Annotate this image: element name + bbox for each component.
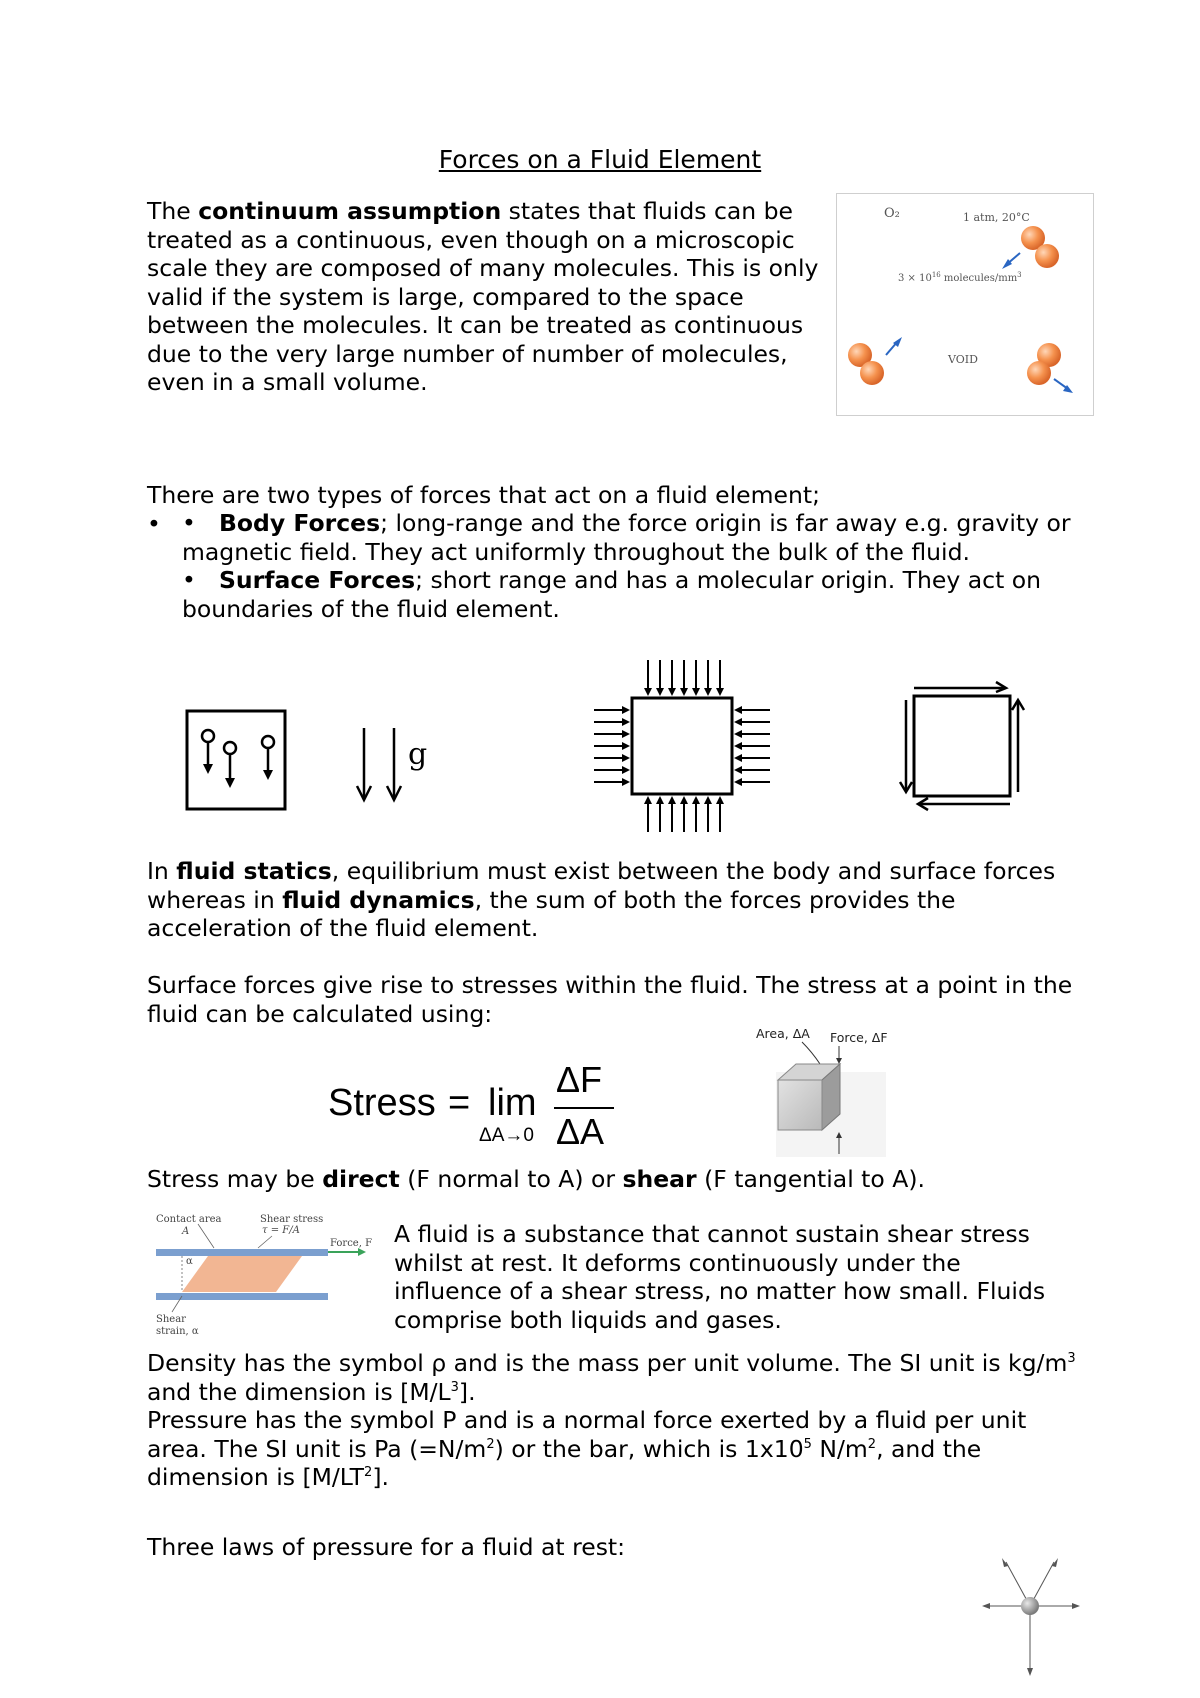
stress-cube-figure [756,1022,896,1157]
conditions-label: 1 atm, 20°C [963,211,1030,224]
svg-text:τ = F/A: τ = F/A [262,1225,300,1236]
molecule-spacing-figure [836,193,1094,416]
area-label: Area, ΔA [756,1026,810,1041]
bullet-body-forces: • Body Forces; long-range and the force origin is far away e.g. gravity or magnetic field. They act uniformly throughout the bulk of the fluid. [182,509,1071,566]
molecule-count-label: $3 \times 10^{16}$ molecules/$mm^3$ [898,271,1022,284]
void-label: VOID [948,353,978,366]
stress-types: Stress may be direct (F normal to A) or shear (F tangential to A). [147,1165,925,1193]
page-title: Forces on a Fluid Element [438,145,762,174]
stress-intro: Surface forces give rise to stresses within the fluid. The stress at a point in the fluid can be calculated using: [147,971,1073,1028]
laws-intro: Three laws of pressure for a fluid at rest: [147,1533,626,1561]
bullet-surface-forces: • Surface Forces; short range and has a molecular origin. They act on boundaries of the fluid element. [182,566,1042,623]
svg-text:Force, F: Force, F [330,1238,372,1249]
shear-deformation-figure [154,1212,372,1344]
force-label: Force, ΔF [830,1030,888,1045]
density-paragraph: Density has the symbol ρ and is the mass per unit volume. The SI unit is $kg/m^3$ and the dimension is $[M/L^3]$. [147,1349,1076,1406]
gravity-arrows [350,726,460,806]
svg-text:A: A [182,1226,190,1237]
gas-label: O₂ [884,206,900,221]
forces-intro: There are two types of forces that act on a fluid element; [147,481,820,509]
svg-text:Shear: Shear [156,1314,186,1325]
svg-text:strain, α: strain, α [156,1326,199,1337]
svg-text:Contact area: Contact area [156,1214,222,1225]
statics-paragraph: In fluid statics, equilibrium must exist between the body and surface forces whereas in fluid dynamics, the sum of both the forces provides the acceleration of the fluid element. [147,857,1056,942]
surface-shear-forces-diagram [896,678,1028,814]
pressure-paragraph: Pressure has the symbol P and is a normal force exerted by a fluid per unit area. The SI unit is Pa $(=N/m^2)$ or the bar, which is $1x10^5$ $N/m^2$, and the dimension is $[M/LT^2]$. [147,1406,1027,1491]
body-forces-diagram [184,708,289,812]
surface-normal-forces-diagram [592,658,772,834]
pressure-point-figure [976,1552,1088,1684]
stress-formula: Stress = lim ΔA→0 ΔF ΔA [328,1065,628,1151]
svg-text:α: α [186,1256,193,1267]
fluid-definition: A fluid is a substance that cannot sustain shear stress whilst at rest. It deforms continuously under the influence of a shear stress, no matter how small. Fluids comprise both liquids and gases. [394,1220,1046,1334]
svg-text:Shear stress: Shear stress [260,1214,324,1225]
gravity-label: g [408,737,428,772]
continuum-paragraph: The continuum assumption states that fluids can be treated as a continuous, even though on a microscopic scale they are composed of many molecules. This is only valid if the system is large, compared to the space between the molecules. It can be treated as continuous due to the very large number of number of molecules, even in a small volume. [147,197,819,396]
